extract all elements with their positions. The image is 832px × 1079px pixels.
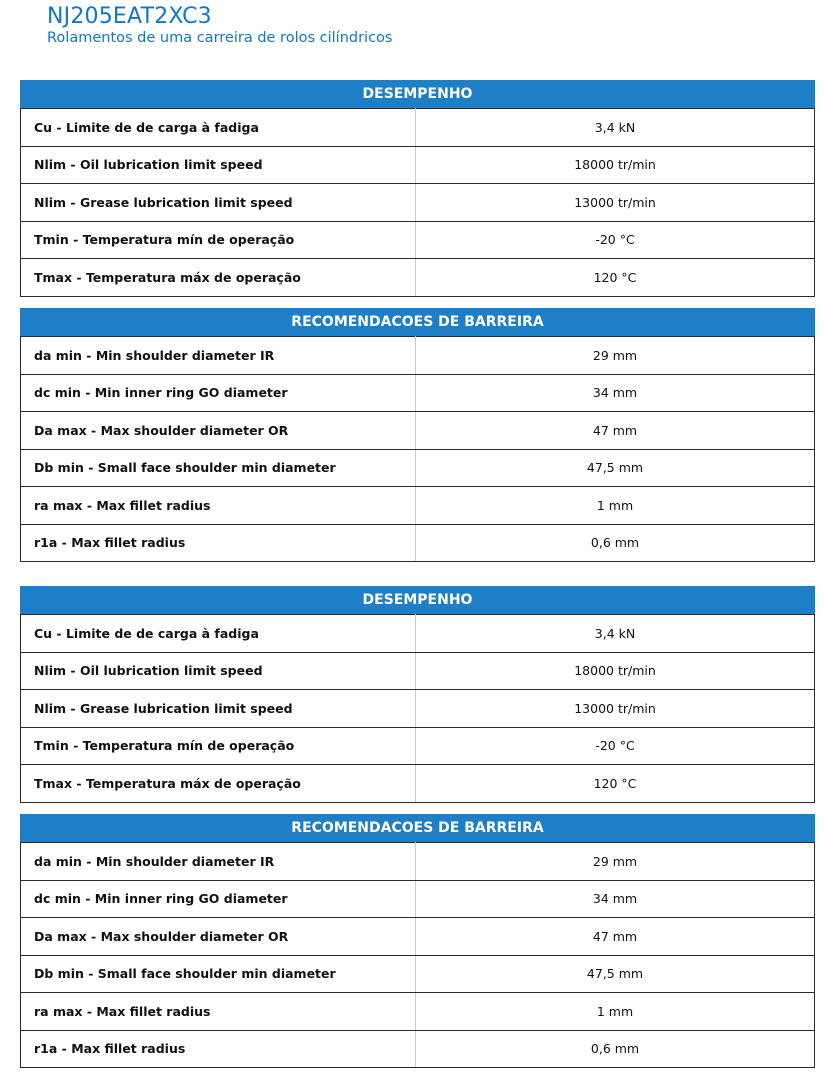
spec-table: [20, 336, 815, 562]
row-label: ra max - Max fillet radius: [21, 993, 416, 1031]
row-label: Tmax - Temperatura máx de operação: [21, 259, 416, 297]
table-row: [21, 412, 815, 450]
row-value: 1 mm: [416, 993, 815, 1031]
row-value: -20 °C: [416, 727, 815, 765]
row-value: 13000 tr/min: [416, 690, 815, 728]
table-row: [21, 221, 815, 259]
row-label: Tmin - Temperatura mín de operação: [21, 727, 416, 765]
row-label: Da max - Max shoulder diameter OR: [21, 412, 416, 450]
product-subtitle: Rolamentos de uma carreira de rolos cilíndricos: [47, 30, 393, 46]
table-row: [21, 109, 815, 147]
row-label: Tmin - Temperatura mín de operação: [21, 221, 416, 259]
table-row: [21, 615, 815, 653]
table-row: [21, 337, 815, 375]
table-row: [21, 449, 815, 487]
row-label: dc min - Min inner ring GO diameter: [21, 374, 416, 412]
row-value: 29 mm: [416, 337, 815, 375]
section-title: DESEMPENHO: [20, 80, 815, 108]
row-value: 34 mm: [416, 374, 815, 412]
section-title: DESEMPENHO: [20, 586, 815, 614]
spec-table: [20, 842, 815, 1068]
section-title: RECOMENDACOES DE BARREIRA: [20, 814, 815, 842]
section-title: RECOMENDACOES DE BARREIRA: [20, 308, 815, 336]
row-value: 34 mm: [416, 880, 815, 918]
row-value: 3,4 kN: [416, 109, 815, 147]
row-label: Nlim - Oil lubrication limit speed: [21, 146, 416, 184]
table-row: [21, 259, 815, 297]
row-value: 18000 tr/min: [416, 652, 815, 690]
row-label: ra max - Max fillet radius: [21, 487, 416, 525]
row-value: 29 mm: [416, 843, 815, 881]
table-row: [21, 524, 815, 562]
table-row: [21, 993, 815, 1031]
row-label: da min - Min shoulder diameter IR: [21, 337, 416, 375]
row-value: 3,4 kN: [416, 615, 815, 653]
spec-table: [20, 614, 815, 803]
row-value: 18000 tr/min: [416, 146, 815, 184]
product-title: NJ205EAT2XC3: [47, 4, 212, 29]
row-label: r1a - Max fillet radius: [21, 524, 416, 562]
row-label: Db min - Small face shoulder min diameter: [21, 955, 416, 993]
table-row: [21, 918, 815, 956]
row-label: Db min - Small face shoulder min diameter: [21, 449, 416, 487]
row-value: 47,5 mm: [416, 955, 815, 993]
row-value: 1 mm: [416, 487, 815, 525]
row-value: -20 °C: [416, 221, 815, 259]
table-row: [21, 843, 815, 881]
section-recomendacoes: [20, 814, 815, 1068]
row-label: da min - Min shoulder diameter IR: [21, 843, 416, 881]
row-label: Nlim - Grease lubrication limit speed: [21, 690, 416, 728]
table-row: [21, 146, 815, 184]
row-label: Da max - Max shoulder diameter OR: [21, 918, 416, 956]
table-row: [21, 880, 815, 918]
row-label: Nlim - Grease lubrication limit speed: [21, 184, 416, 222]
page-header: [47, 4, 392, 47]
table-row: [21, 1030, 815, 1068]
row-value: 120 °C: [416, 259, 815, 297]
row-label: Cu - Limite de de carga à fadiga: [21, 109, 416, 147]
table-row: [21, 184, 815, 222]
table-row: [21, 690, 815, 728]
row-label: r1a - Max fillet radius: [21, 1030, 416, 1068]
row-value: 47,5 mm: [416, 449, 815, 487]
row-value: 47 mm: [416, 918, 815, 956]
section-desempenho: [20, 586, 815, 803]
row-label: Tmax - Temperatura máx de operação: [21, 765, 416, 803]
row-value: 13000 tr/min: [416, 184, 815, 222]
section-recomendacoes: [20, 308, 815, 562]
row-value: 0,6 mm: [416, 524, 815, 562]
section-desempenho: [20, 80, 815, 297]
table-row: [21, 487, 815, 525]
row-value: 0,6 mm: [416, 1030, 815, 1068]
spec-table: [20, 108, 815, 297]
table-row: [21, 765, 815, 803]
row-label: dc min - Min inner ring GO diameter: [21, 880, 416, 918]
row-label: Cu - Limite de de carga à fadiga: [21, 615, 416, 653]
row-value: 120 °C: [416, 765, 815, 803]
table-row: [21, 727, 815, 765]
table-row: [21, 955, 815, 993]
table-row: [21, 374, 815, 412]
row-label: Nlim - Oil lubrication limit speed: [21, 652, 416, 690]
table-row: [21, 652, 815, 690]
row-value: 47 mm: [416, 412, 815, 450]
